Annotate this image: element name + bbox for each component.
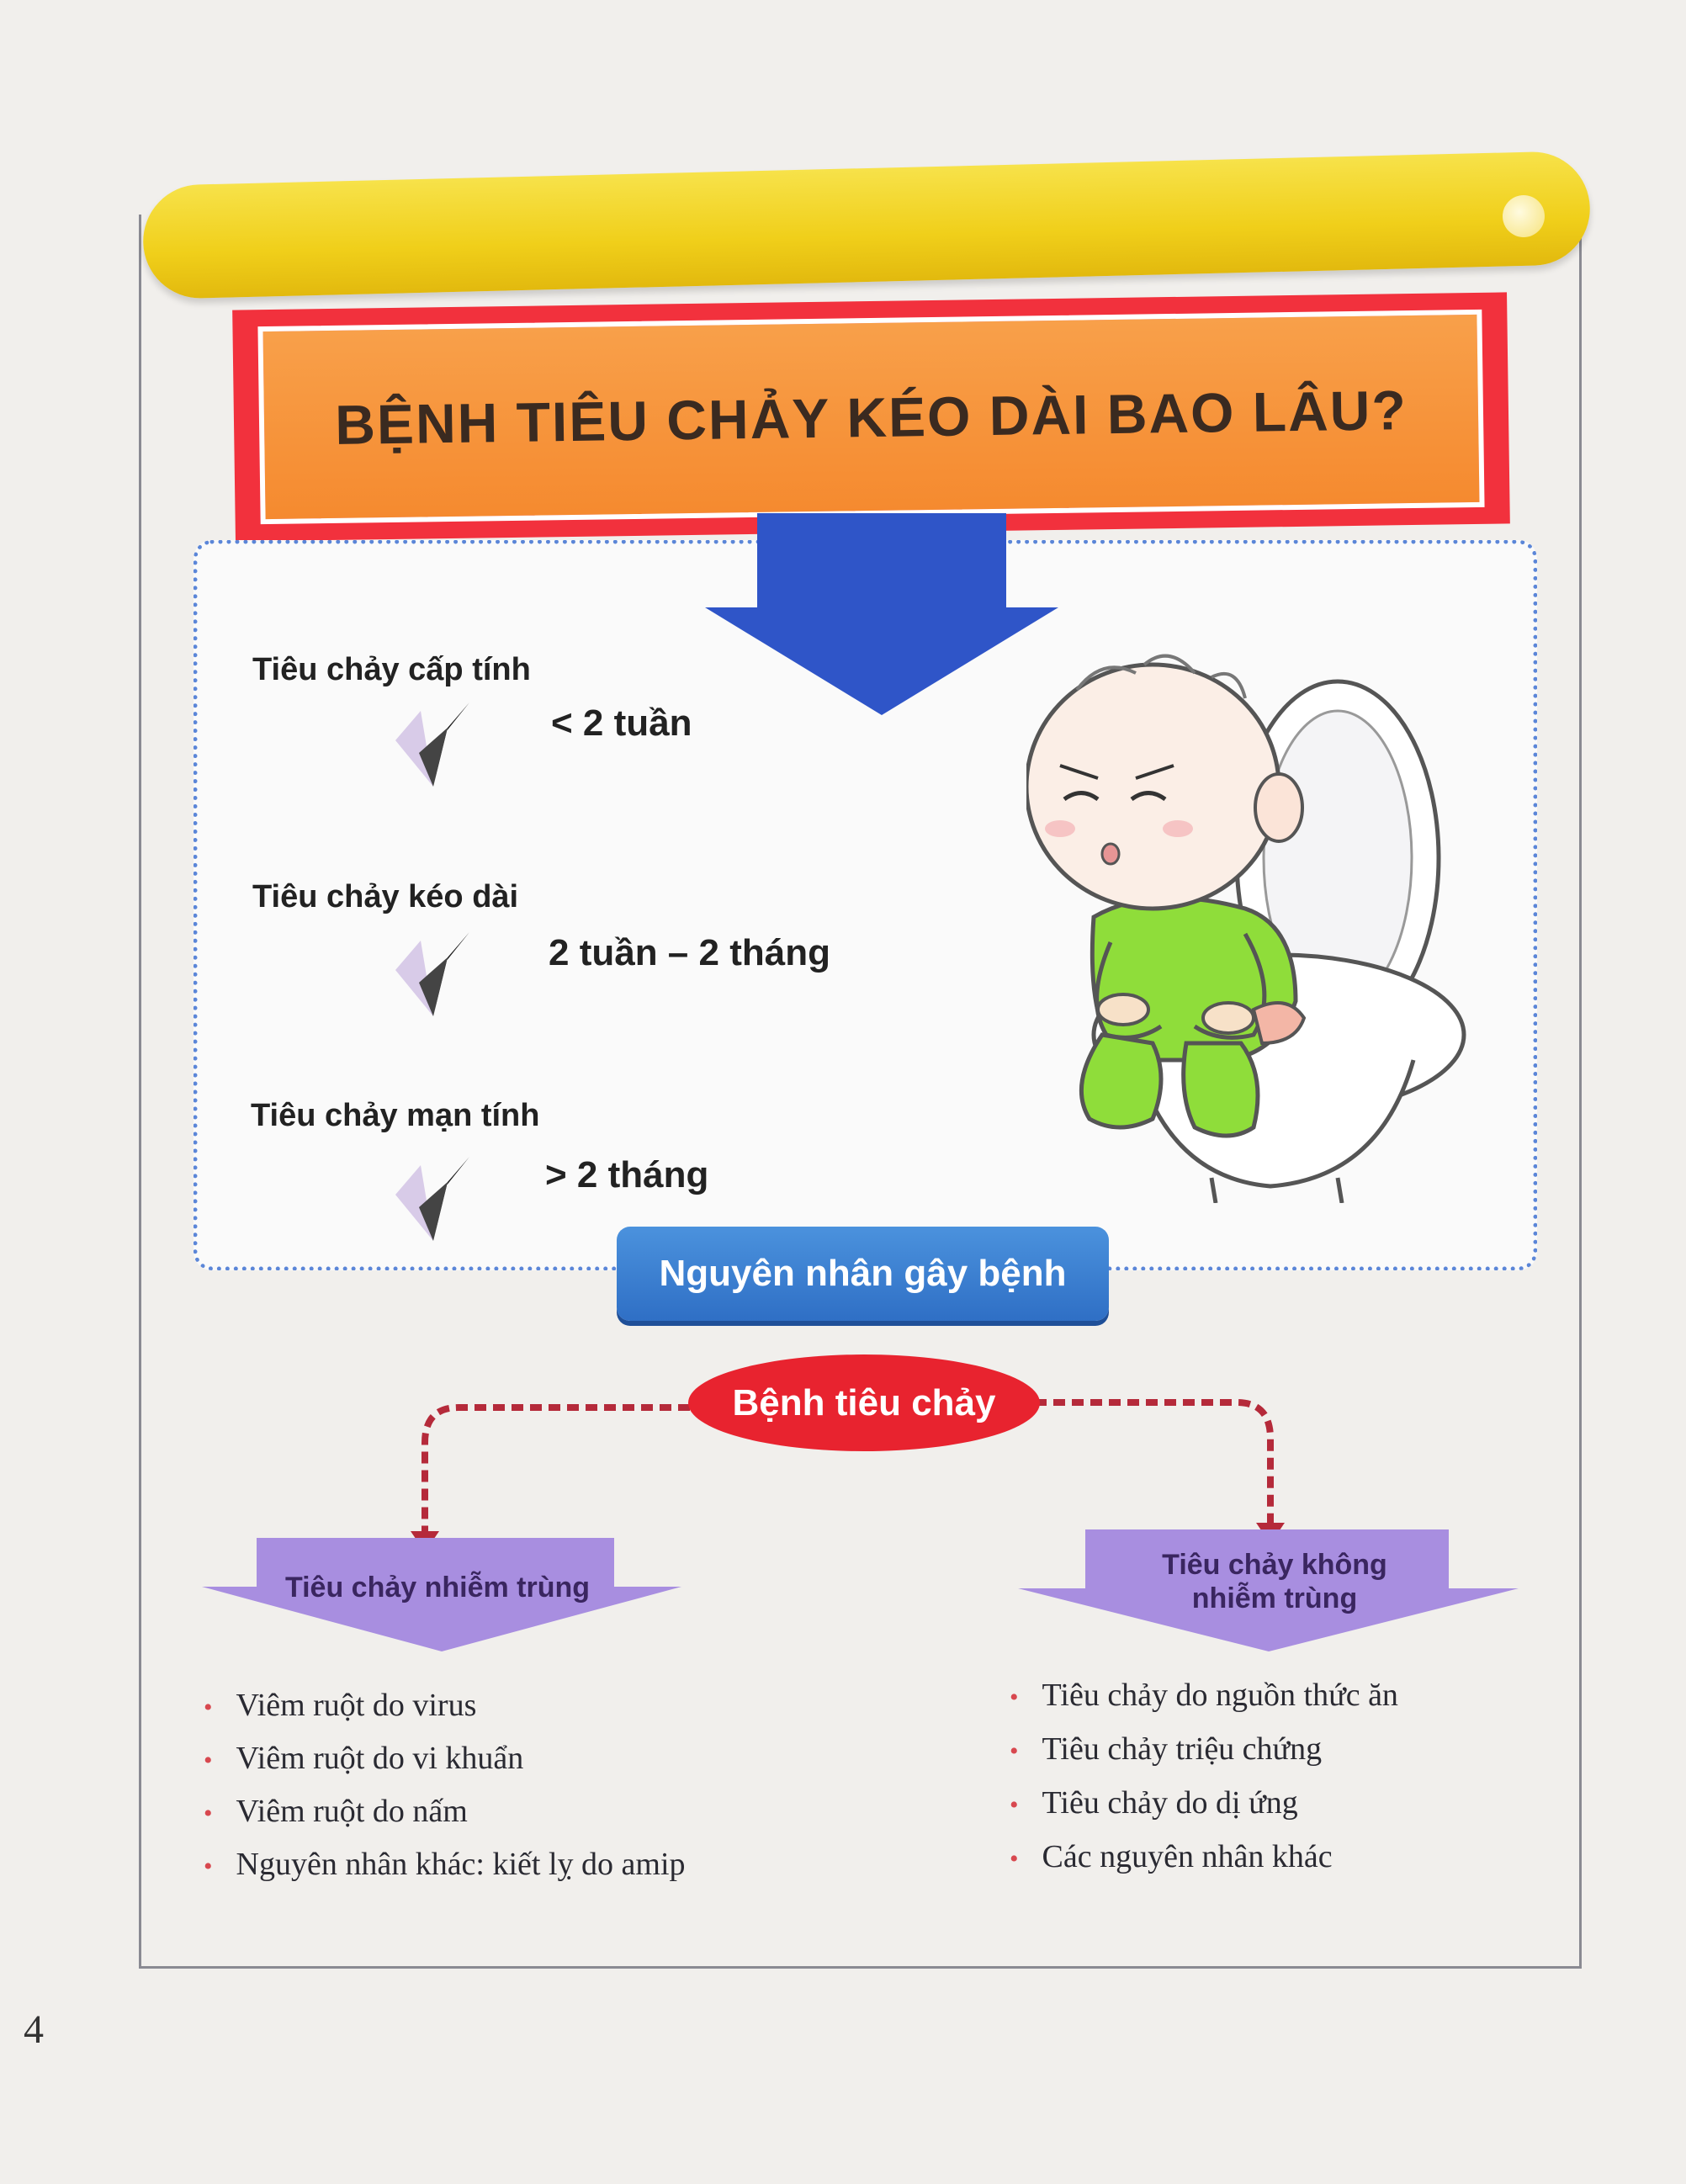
list-item: • Viêm ruột do nấm — [204, 1794, 468, 1829]
title-banner — [257, 310, 1484, 524]
duration-value-chronic: > 2 tháng — [545, 1154, 709, 1195]
list-item: • Nguyên nhân khác: kiết lỵ do amip — [204, 1847, 686, 1882]
duration-label-acute: Tiêu chảy cấp tính — [252, 652, 531, 687]
list-item: • Viêm ruột do vi khuẩn — [204, 1741, 524, 1776]
root-node-label: Bệnh tiêu chảy — [732, 1381, 996, 1423]
list-item: • Các nguyên nhân khác — [1010, 1839, 1333, 1874]
baby-on-toilet-illustration — [1026, 639, 1481, 1203]
check-icon — [395, 932, 471, 1025]
page-title: BỆNH TIÊU CHẢY KÉO DÀI BAO LÂU? — [334, 378, 1408, 456]
duration-label-prolonged: Tiêu chảy kéo dài — [252, 879, 519, 914]
list-item: • Tiêu chảy do dị ứng — [1010, 1785, 1298, 1821]
category-label-infectious: Tiêu chảy nhiễm trùng — [284, 1572, 591, 1604]
down-arrow-icon — [705, 513, 1058, 724]
cause-heading-pill — [617, 1227, 1109, 1321]
duration-label-chronic: Tiêu chảy mạn tính — [251, 1098, 540, 1133]
list-item: • Tiêu chảy do nguồn thức ăn — [1010, 1678, 1398, 1713]
list-item: • Tiêu chảy triệu chứng — [1010, 1731, 1323, 1767]
check-icon — [395, 1157, 471, 1249]
check-icon — [395, 702, 471, 795]
cause-heading: Nguyên nhân gây bệnh — [659, 1253, 1067, 1294]
root-node-oval — [688, 1354, 1040, 1451]
infectious-causes-list — [204, 1687, 686, 1899]
category-label-noninfectious: Tiêu chảy không nhiễm trùng — [1162, 1549, 1387, 1614]
list-item: • Viêm ruột do virus — [204, 1688, 477, 1723]
duration-value-prolonged: 2 tuần – 2 tháng — [549, 932, 830, 973]
noninfectious-causes-list — [1010, 1677, 1398, 1892]
page-number: 4 — [24, 2007, 44, 2052]
scroll-knob — [1503, 195, 1545, 237]
duration-value-acute: < 2 tuần — [551, 702, 692, 744]
